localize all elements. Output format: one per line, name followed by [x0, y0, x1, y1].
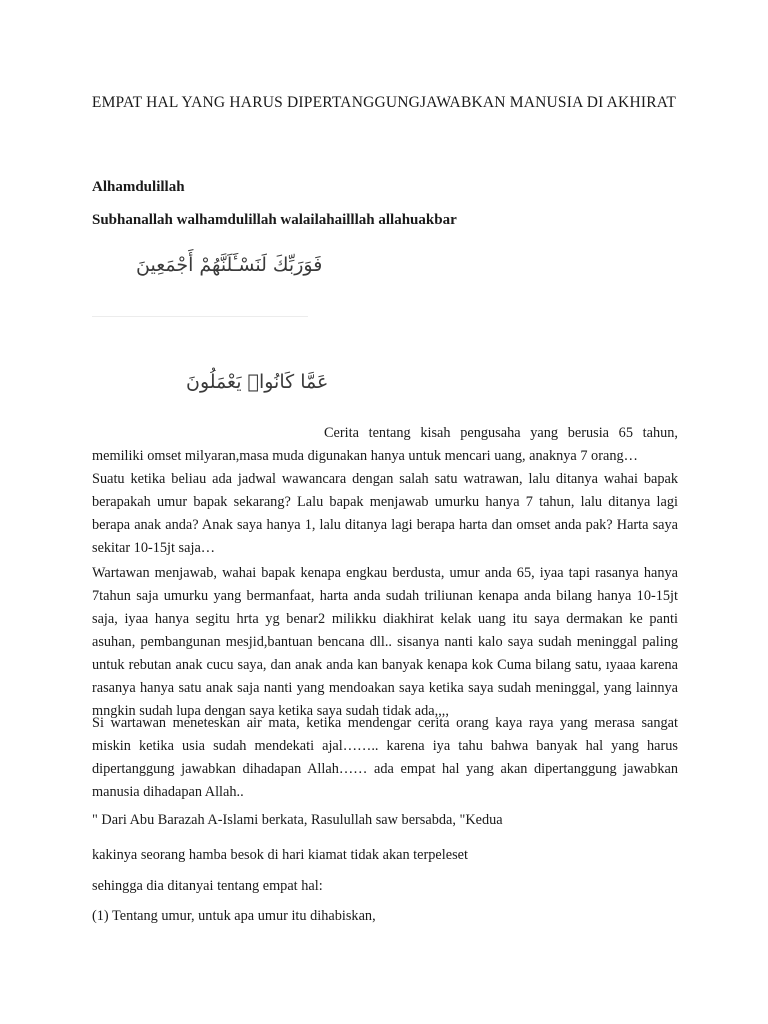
- hadith-line-3: sehingga dia ditanyai tentang empat hal:: [92, 878, 323, 894]
- paragraph-3: Wartawan menjawab, wahai bapak kenapa engkau berdusta, umur anda 65, iyaa tapi rasanya hanya 7tahun saja umurku yang bermanfaat, harta anda sudah triliunan kenapa anda bilang hanya 10-15jt saja, iyaa hanya segitu hrta yg benar2 milikku diakhirat kelak uang itu saya dermakan ke panti asuhan, pembangunan mesjid,bantuan bencana dll.. sisanya nanti kalo saya sudah meninggal paling untuk rebutan anak cucu saya, dan anak anda kan banyak kenapa kok Cuma bilang satu, ıyaaa karena rasanya hanya satu anak saja nanti yang mendoakan saya ketika saya sudah meninggal, yang lainnya mngkin sudah lupa dengan saya ketika saya sudah tidak ada,,,,: [92, 565, 678, 719]
- arabic-verse-1: فَوَرَبِّكَ لَنَسْـَٔلَنَّهُمْ أَجْمَعِينَ: [136, 254, 323, 276]
- heading-alhamdulillah: Alhamdulillah: [92, 179, 185, 195]
- paragraph-2: Suatu ketika beliau ada jadwal wawancara dengan salah satu watrawan, lalu ditanya wahai bapak berapakah umur bapak sekarang? Lalu bapak menjawab umurku hanya 7 tahun, lalu ditanya lagi berapa anak anda? Anak saya hanya 1, lalu ditanya lagi berapa harta dan omset anda pak? Harta saya sekitar 10-15jt saja…: [92, 471, 678, 556]
- paragraph-4: Si wartawan meneteskan air mata, ketika mendengar cerita orang kaya raya yang merasa sangat miskin ketika usia sudah mendekati ajal…….. karena iya tahu bahwa banyak hal yang harus dipertanggung jawabkan dihadapan Allah…… ada empat hal yang akan dipertanggung jawabkan manusia dihadapan Allah..: [92, 715, 678, 800]
- hadith-line-2: kakinya seorang hamba besok di hari kiamat tidak akan terpeleset: [92, 847, 468, 863]
- divider-line: [92, 316, 308, 317]
- heading-tasbih: Subhanallah walhamdulillah walailahailllah allahuakbar: [92, 212, 457, 228]
- paragraph-1: Cerita tentang kisah pengusaha yang berusia 65 tahun, memiliki omset milyaran,masa muda digunakan hanya untuk mencari uang, anaknya 7 orang…: [92, 425, 678, 464]
- document-title: EMPAT HAL YANG HARUS DIPERTANGGUNGJAWABKAN MANUSIA DI AKHIRAT: [91, 94, 677, 111]
- hadith-line-4: (1) Tentang umur, untuk apa umur itu dihabiskan,: [92, 908, 376, 924]
- hadith-line-1: " Dari Abu Barazah A-Islami berkata, Rasulullah saw bersabda, "Kedua: [92, 812, 503, 828]
- arabic-verse-2: عَمَّا كَانُوا۟ يَعْمَلُونَ: [186, 371, 329, 393]
